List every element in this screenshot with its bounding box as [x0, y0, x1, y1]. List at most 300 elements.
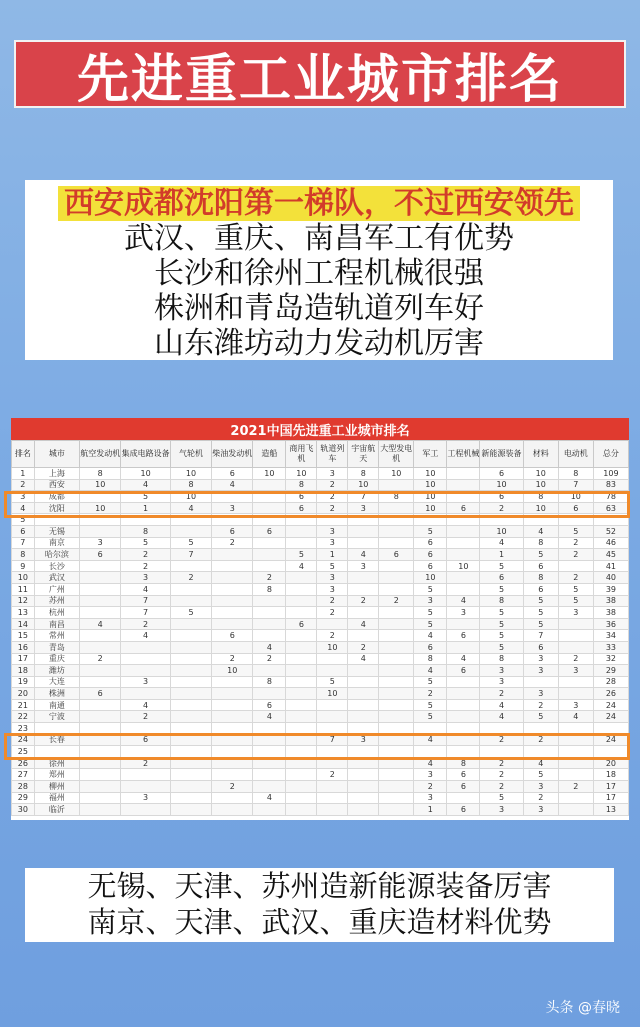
table-cell: 10 — [414, 468, 447, 480]
table-cell: 5 — [12, 514, 35, 526]
table-cell: 3 — [480, 804, 523, 816]
table-cell — [170, 595, 211, 607]
table-cell: 8 — [80, 468, 121, 480]
table-row — [12, 688, 629, 700]
table-cell — [447, 572, 480, 584]
table-cell — [447, 699, 480, 711]
table-cell: 临沂 — [34, 804, 79, 816]
table-cell — [348, 676, 379, 688]
table-header-row — [12, 441, 629, 468]
table-cell: 6 — [212, 630, 253, 642]
table-cell: 2 — [253, 653, 286, 665]
table-cell: 2 — [348, 641, 379, 653]
table-cell — [317, 665, 348, 677]
table-cell: 3 — [447, 607, 480, 619]
table-cell: 2 — [523, 699, 558, 711]
table-cell: 6 — [447, 781, 480, 793]
table-cell: 12 — [12, 595, 35, 607]
table-cell — [80, 676, 121, 688]
table-cell: 4 — [414, 630, 447, 642]
table-cell: 10 — [379, 468, 414, 480]
table-cell: 2 — [253, 572, 286, 584]
table-cell — [253, 665, 286, 677]
table-cell: 21 — [12, 699, 35, 711]
table-cell: 3 — [121, 572, 171, 584]
table-cell — [379, 607, 414, 619]
table-cell: 4 — [558, 711, 593, 723]
table-cell: 33 — [593, 641, 628, 653]
table-cell: 武汉 — [34, 572, 79, 584]
table-cell — [558, 618, 593, 630]
table-cell — [286, 525, 317, 537]
table-cell: 2 — [379, 595, 414, 607]
table-cell: 6 — [447, 630, 480, 642]
table-cell: 8 — [523, 572, 558, 584]
table-cell: 6 — [480, 491, 523, 503]
table-cell — [348, 699, 379, 711]
table-cell: 6 — [414, 641, 447, 653]
table-cell — [286, 572, 317, 584]
table-cell — [379, 804, 414, 816]
table-cell: 1 — [414, 804, 447, 816]
table-cell: 5 — [414, 711, 447, 723]
table-cell: 2 — [212, 537, 253, 549]
table-cell: 5 — [170, 537, 211, 549]
table-cell: 柳州 — [34, 781, 79, 793]
table-cell: 16 — [12, 641, 35, 653]
table-cell — [80, 525, 121, 537]
table-cell: 长沙 — [34, 560, 79, 572]
table-cell: 6 — [80, 688, 121, 700]
table-cell: 3 — [523, 781, 558, 793]
table-cell: 4 — [523, 525, 558, 537]
table-cell: 杭州 — [34, 607, 79, 619]
table-cell: 5 — [558, 595, 593, 607]
table-cell: 5 — [414, 525, 447, 537]
table-cell: 3 — [317, 537, 348, 549]
table-header-cell: 柴油发动机 — [212, 441, 253, 468]
table-header-cell: 大型发电机 — [379, 441, 414, 468]
table-cell — [348, 665, 379, 677]
table-cell: 3 — [121, 676, 171, 688]
table-cell: 10 — [523, 479, 558, 491]
table-cell: 28 — [12, 781, 35, 793]
table-cell: 6 — [414, 549, 447, 561]
table-cell: 6 — [80, 549, 121, 561]
table-header-cell: 轨道列车 — [317, 441, 348, 468]
table-cell: 5 — [317, 560, 348, 572]
table-cell: 2 — [12, 479, 35, 491]
table-cell — [121, 688, 171, 700]
table-cell — [121, 653, 171, 665]
table-cell — [558, 630, 593, 642]
table-cell — [286, 769, 317, 781]
table-cell — [253, 607, 286, 619]
table-cell — [80, 781, 121, 793]
table-cell: 8 — [253, 583, 286, 595]
table-cell — [212, 618, 253, 630]
table-cell: 6 — [212, 468, 253, 480]
table-cell — [212, 699, 253, 711]
table-cell: 青岛 — [34, 641, 79, 653]
table-cell: 8 — [286, 479, 317, 491]
table-cell: 20 — [593, 757, 628, 769]
table-row — [12, 537, 629, 549]
table-cell — [348, 537, 379, 549]
table-cell — [317, 699, 348, 711]
table-cell: 10 — [212, 665, 253, 677]
table-row — [12, 479, 629, 491]
table-cell — [286, 595, 317, 607]
table-cell — [212, 583, 253, 595]
table-cell — [170, 583, 211, 595]
table-cell: 78 — [593, 491, 628, 503]
table-cell: 3 — [348, 560, 379, 572]
table-cell — [558, 641, 593, 653]
table-cell: 5 — [523, 618, 558, 630]
table-cell: 10 — [414, 479, 447, 491]
table-cell: 17 — [593, 792, 628, 804]
table-cell: 南京 — [34, 537, 79, 549]
table-cell: 10 — [480, 525, 523, 537]
table-cell: 2 — [414, 781, 447, 793]
table-cell: 无锡 — [34, 525, 79, 537]
table-cell — [170, 641, 211, 653]
table-cell: 2 — [480, 757, 523, 769]
table-cell: 4 — [212, 479, 253, 491]
table-cell: 西安 — [34, 479, 79, 491]
table-cell — [212, 676, 253, 688]
table-cell: 10 — [170, 491, 211, 503]
table-row — [12, 676, 629, 688]
table-cell: 2 — [121, 560, 171, 572]
table-cell: 10 — [480, 479, 523, 491]
table-cell — [170, 699, 211, 711]
summary-line: 株洲和青岛造轨道列车好 — [154, 291, 484, 326]
table-cell: 18 — [593, 769, 628, 781]
table-cell — [80, 583, 121, 595]
table-cell: 3 — [523, 665, 558, 677]
table-cell: 6 — [286, 618, 317, 630]
table-cell: 4 — [80, 618, 121, 630]
table-cell: 34 — [593, 630, 628, 642]
table-cell: 2 — [317, 491, 348, 503]
table-cell: 17 — [12, 653, 35, 665]
table-cell: 7 — [348, 491, 379, 503]
table-cell: 2 — [480, 502, 523, 514]
table-cell: 3 — [480, 676, 523, 688]
table-cell: 6 — [447, 804, 480, 816]
table-cell: 4 — [523, 757, 558, 769]
table-cell: 1 — [121, 502, 171, 514]
table-cell: 4 — [447, 595, 480, 607]
table-cell: 15 — [12, 630, 35, 642]
table-header-cell: 电动机 — [558, 441, 593, 468]
table-cell: 8 — [480, 595, 523, 607]
table-cell: 7 — [317, 734, 348, 746]
summary-highlight: 西安成都沈阳第一梯队，不过西安领先 — [58, 186, 580, 221]
table-cell: 1 — [480, 549, 523, 561]
table-cell: 19 — [12, 676, 35, 688]
table-cell — [348, 804, 379, 816]
table-cell: 7 — [523, 630, 558, 642]
footer-line: 无锡、天津、苏州造新能源装备厉害 — [87, 869, 552, 903]
table-cell: 1 — [12, 468, 35, 480]
table-cell: 63 — [593, 502, 628, 514]
table-cell — [447, 641, 480, 653]
table-cell — [212, 560, 253, 572]
table-row — [12, 699, 629, 711]
table-cell: 5 — [414, 699, 447, 711]
table-cell: 4 — [170, 502, 211, 514]
table-cell — [212, 572, 253, 584]
table-cell — [447, 525, 480, 537]
table-cell — [523, 676, 558, 688]
table-cell: 5 — [558, 583, 593, 595]
highlight-row-shenyang — [4, 491, 630, 518]
table-cell: 10 — [414, 572, 447, 584]
table-header-cell: 军工 — [414, 441, 447, 468]
table-cell: 6 — [447, 502, 480, 514]
table-cell: 6 — [414, 560, 447, 572]
table-cell: 17 — [593, 781, 628, 793]
table-header-cell: 航空发动机 — [80, 441, 121, 468]
table-cell: 5 — [480, 641, 523, 653]
table-cell: 2 — [348, 595, 379, 607]
table-row — [12, 641, 629, 653]
table-cell — [121, 665, 171, 677]
table-cell: 26 — [12, 757, 35, 769]
table-cell: 3 — [558, 607, 593, 619]
table-row — [12, 665, 629, 677]
table-cell: 2 — [317, 479, 348, 491]
table-cell: 5 — [286, 549, 317, 561]
table-cell: 2 — [317, 769, 348, 781]
table-cell — [379, 583, 414, 595]
table-cell — [286, 641, 317, 653]
table-cell: 2 — [317, 502, 348, 514]
table-header-cell: 城市 — [34, 441, 79, 468]
table-cell — [348, 525, 379, 537]
table-cell: 6 — [523, 641, 558, 653]
table-cell: 2 — [523, 734, 558, 746]
table-cell: 8 — [253, 676, 286, 688]
table-cell: 5 — [480, 583, 523, 595]
table-row — [12, 630, 629, 642]
table-cell: 5 — [170, 607, 211, 619]
table-cell: 109 — [593, 468, 628, 480]
table-row — [12, 607, 629, 619]
table-cell: 41 — [593, 560, 628, 572]
table-cell — [317, 618, 348, 630]
table-cell — [379, 618, 414, 630]
table-cell — [170, 665, 211, 677]
table-cell — [80, 804, 121, 816]
table-cell — [80, 665, 121, 677]
table-cell: 8 — [558, 468, 593, 480]
table-cell: 5 — [523, 711, 558, 723]
table-row — [12, 572, 629, 584]
table-cell: 4 — [414, 757, 447, 769]
table-cell: 13 — [12, 607, 35, 619]
table-header-cell: 总分 — [593, 441, 628, 468]
table-cell: 4 — [480, 711, 523, 723]
table-cell: 26 — [593, 688, 628, 700]
table-cell: 3 — [317, 572, 348, 584]
table-cell: 38 — [593, 607, 628, 619]
table-row — [12, 549, 629, 561]
table-cell — [379, 525, 414, 537]
table-cell: 6 — [523, 583, 558, 595]
table-cell: 南通 — [34, 699, 79, 711]
table-cell — [286, 653, 317, 665]
table-cell: 5 — [480, 792, 523, 804]
table-cell — [212, 607, 253, 619]
table-cell: 3 — [523, 653, 558, 665]
table-cell: 6 — [558, 502, 593, 514]
table-cell — [80, 560, 121, 572]
table-cell: 5 — [523, 769, 558, 781]
table-cell: 5 — [558, 525, 593, 537]
table-cell: 4 — [121, 630, 171, 642]
table-cell: 3 — [558, 665, 593, 677]
table-cell — [379, 560, 414, 572]
table-cell: 福州 — [34, 792, 79, 804]
table-cell: 10 — [253, 468, 286, 480]
table-cell: 4 — [121, 699, 171, 711]
table-cell: 成都 — [34, 491, 79, 503]
table-cell: 4 — [447, 653, 480, 665]
table-cell — [447, 537, 480, 549]
table-cell: 2 — [558, 653, 593, 665]
table-cell: 6 — [253, 525, 286, 537]
table-cell: 6 — [253, 699, 286, 711]
table-cell: 10 — [12, 572, 35, 584]
table-cell — [212, 641, 253, 653]
table-cell: 5 — [414, 618, 447, 630]
table-header-cell: 工程机械 — [447, 441, 480, 468]
table-cell — [317, 792, 348, 804]
table-cell — [286, 781, 317, 793]
table-cell: 长春 — [34, 734, 79, 746]
table-cell: 3 — [348, 502, 379, 514]
table-cell: 8 — [379, 491, 414, 503]
table-cell — [253, 618, 286, 630]
table-cell — [212, 549, 253, 561]
table-cell — [170, 688, 211, 700]
table-cell: 3 — [12, 491, 35, 503]
table-header-cell: 排名 — [12, 441, 35, 468]
table-cell: 3 — [317, 468, 348, 480]
table-cell — [121, 641, 171, 653]
table-cell — [286, 583, 317, 595]
table-cell: 27 — [12, 769, 35, 781]
table-header-cell: 气轮机 — [170, 441, 211, 468]
table-cell: 宁波 — [34, 711, 79, 723]
table-cell — [286, 537, 317, 549]
table-cell — [253, 781, 286, 793]
table-cell — [212, 804, 253, 816]
table-cell — [348, 711, 379, 723]
table-cell — [253, 688, 286, 700]
table-cell: 29 — [12, 792, 35, 804]
table-cell: 39 — [593, 583, 628, 595]
table-cell: 22 — [12, 711, 35, 723]
table-cell: 10 — [447, 560, 480, 572]
table-cell: 2 — [80, 653, 121, 665]
table-row — [12, 792, 629, 804]
table-cell — [170, 769, 211, 781]
table-cell: 哈尔滨 — [34, 549, 79, 561]
table-cell: 7 — [121, 607, 171, 619]
table-cell — [379, 711, 414, 723]
table-cell: 45 — [593, 549, 628, 561]
table-cell: 5 — [480, 560, 523, 572]
table-cell: 6 — [212, 525, 253, 537]
table-cell — [212, 769, 253, 781]
table-cell: 6 — [523, 560, 558, 572]
table-header-cell: 商用飞机 — [286, 441, 317, 468]
title-banner — [14, 40, 626, 108]
table-cell: 83 — [593, 479, 628, 491]
table-cell — [379, 641, 414, 653]
table-cell: 6 — [121, 734, 171, 746]
table-cell — [80, 769, 121, 781]
table-cell — [379, 769, 414, 781]
table-cell: 3 — [348, 734, 379, 746]
table-row — [12, 560, 629, 572]
table-cell: 3 — [558, 699, 593, 711]
table-cell: 7 — [558, 479, 593, 491]
table-cell — [253, 479, 286, 491]
table-cell: 36 — [593, 618, 628, 630]
table-cell: 3 — [523, 688, 558, 700]
table-cell — [286, 665, 317, 677]
table-cell: 24 — [12, 734, 35, 746]
table-cell — [212, 688, 253, 700]
table-cell: 10 — [286, 468, 317, 480]
table-cell: 4 — [121, 479, 171, 491]
table-cell — [317, 711, 348, 723]
table-row — [12, 583, 629, 595]
table-cell — [286, 630, 317, 642]
table-header-cell: 新能源装备 — [480, 441, 523, 468]
table-cell: 苏州 — [34, 595, 79, 607]
table-cell — [121, 804, 171, 816]
table-cell: 8 — [414, 653, 447, 665]
table-cell: 10 — [317, 688, 348, 700]
table-cell: 6 — [286, 502, 317, 514]
table-cell — [447, 618, 480, 630]
table-cell: 徐州 — [34, 757, 79, 769]
table-cell — [253, 549, 286, 561]
table-cell: 6 — [12, 525, 35, 537]
table-cell — [348, 769, 379, 781]
table-cell: 广州 — [34, 583, 79, 595]
table-cell: 13 — [593, 804, 628, 816]
table-cell: 28 — [593, 676, 628, 688]
table-cell — [379, 781, 414, 793]
table-cell: 5 — [414, 583, 447, 595]
table-cell: 3 — [80, 537, 121, 549]
table-cell — [379, 676, 414, 688]
table-cell: 2 — [121, 711, 171, 723]
table-cell: 8 — [121, 525, 171, 537]
page-title: 先进重工业城市排名 — [76, 49, 563, 110]
table-cell — [212, 792, 253, 804]
table-cell — [170, 792, 211, 804]
table-cell: 4 — [253, 792, 286, 804]
